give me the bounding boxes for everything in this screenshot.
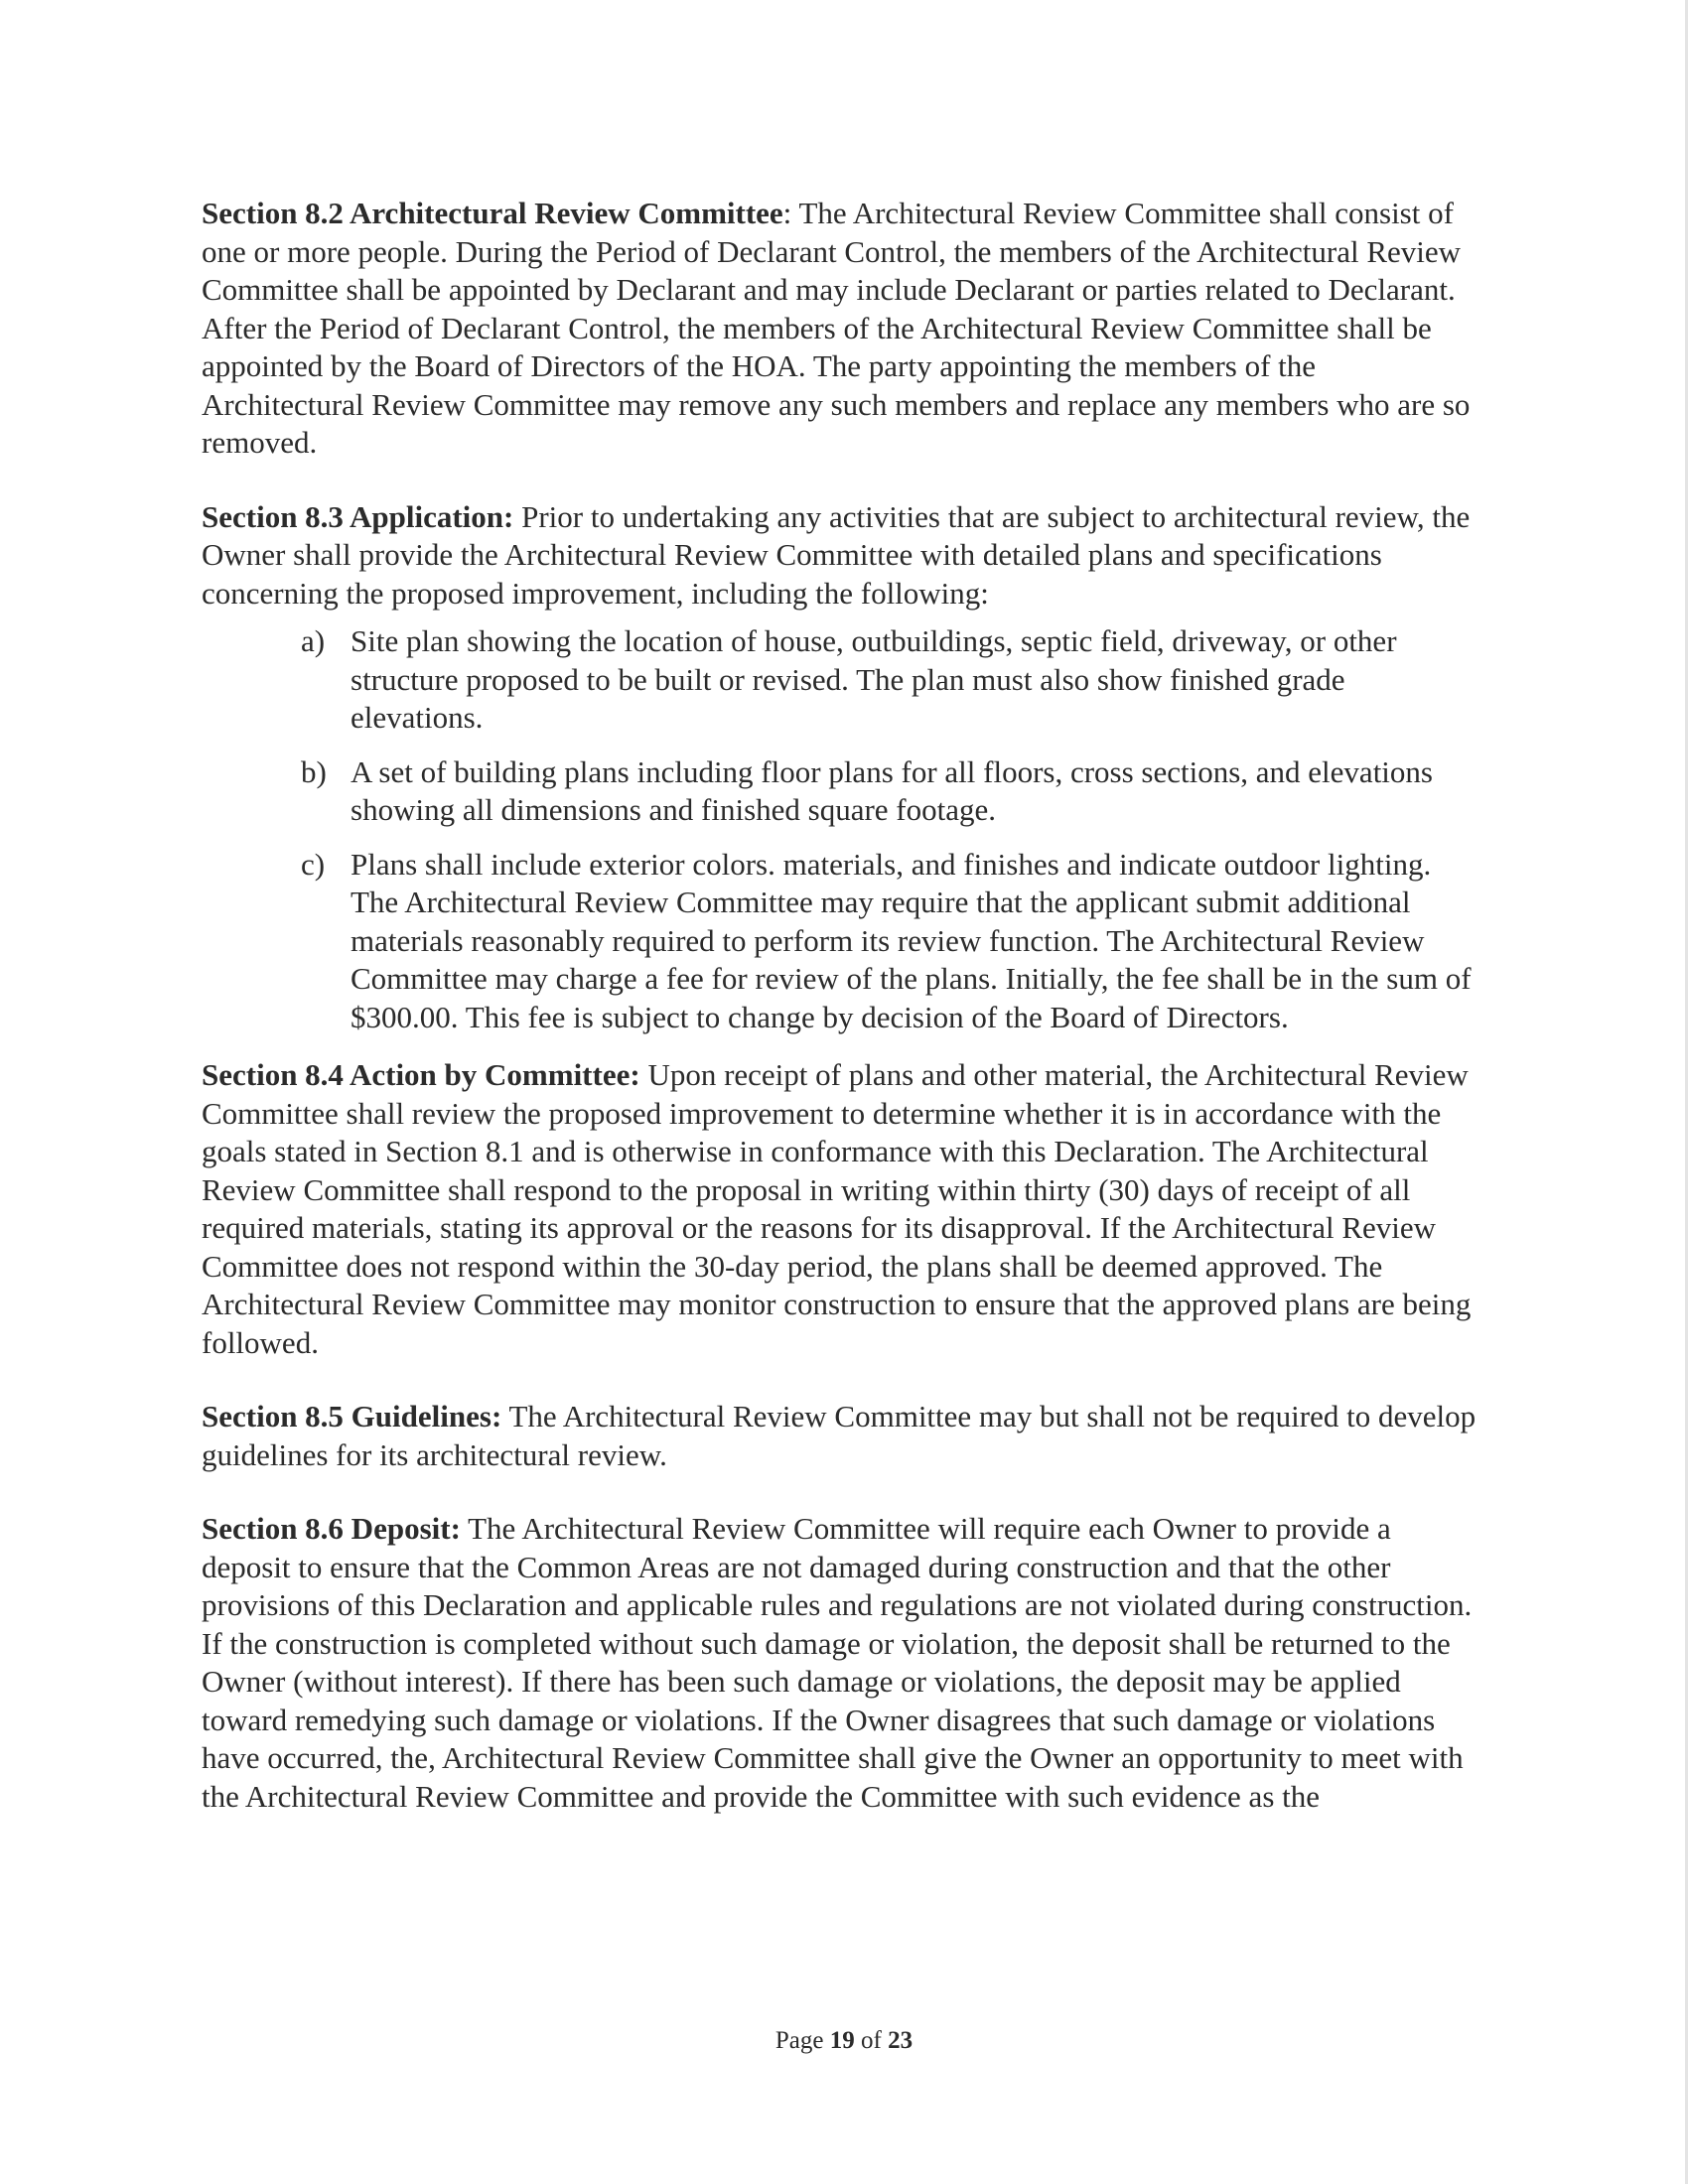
current-page-number: 19	[829, 2027, 855, 2054]
list-marker: c)	[301, 846, 326, 882]
section-text: The Architectural Review Committee will require each Owner to provide a deposit to ensure that the Common Areas are not damaged during construction and that the other provisions of this Declaration and applicable rules and regulations are not violated during construction. If the construction is completed without such damage or violation, the deposit shall be returned to the Owner (without interest). If there has been such damage or violations, the deposit may be applied toward remedying such damage or violations. If the Owner disagrees that such damage or violations have occurred, the, Architectural Review Committee shall give the Owner an opportunity to meet with the Architectural Review Committee and provide the Committee with such evidence as the	[202, 1511, 1473, 1814]
section-8-6	[202, 1510, 1482, 1816]
list-marker: a)	[301, 623, 326, 658]
section-8-5	[202, 1398, 1482, 1474]
application-requirements-list	[202, 622, 1482, 1036]
list-item	[202, 846, 1482, 1037]
section-8-2	[202, 195, 1482, 463]
section-8-4	[202, 1056, 1482, 1362]
section-text: Prior to undertaking any activities that are subject to architectural review, the Owner shall provide the Architectural Review Committee with detailed plans and specifications concerning the proposed improvement, including the following:	[202, 498, 1471, 611]
section-text: Upon receipt of plans and other material, the Architectural Review Committee shall review the proposed improvement to determine whether it is in accordance with the goals stated in Section 8.1 and is otherwise in conformance with this Declaration. The Architectural Review Committee shall respond to the proposal in writing within thirty (30) days of receipt of all required materials, stating its approval or the reasons for its disapproval. If the Architectural Review Committee does not respond within the 30-day period, the plans shall be deemed approved. The Architectural Review Committee may monitor construction to ensure that the approved plans are being followed.	[202, 1057, 1472, 1360]
section-heading: Section 8.4 Action by Committee:	[202, 1057, 640, 1092]
list-item-text: Site plan showing the location of house, outbuildings, septic field, driveway, or other structure proposed to be built or revised. The plan must also show finished grade elevations.	[351, 623, 1397, 735]
of-label: of	[861, 2027, 882, 2054]
section-heading: Section 8.5 Guidelines:	[202, 1399, 502, 1433]
heading-separator: :	[782, 196, 799, 230]
list-item-text: Plans shall include exterior colors. materials, and finishes and indicate outdoor lighting. The Architectural Review Committee may require that the applicant submit additional materials reasonably required to perform its review function. The Architectural Review Committee may charge a fee for review of the plans. Initially, the fee shall be in the sum of $300.00. This fee is subject to change by decision of the Board of Directors.	[351, 846, 1472, 1034]
section-heading: Section 8.3 Application:	[202, 498, 514, 534]
list-marker: b)	[301, 753, 327, 789]
document-body	[202, 195, 1482, 1851]
heading-separator	[513, 499, 521, 534]
section-heading: Section 8.2 Architectural Review Committee	[202, 196, 783, 230]
total-pages-number: 23	[888, 2027, 914, 2054]
page-footer	[0, 2027, 1688, 2055]
list-item	[202, 622, 1482, 738]
page-label: Page	[774, 2027, 824, 2054]
section-heading: Section 8.6 Deposit:	[202, 1511, 461, 1546]
list-item	[202, 753, 1482, 830]
section-8-3	[202, 498, 1482, 614]
section-text: The Architectural Review Committee shall consist of one or more people. During the Period of Declarant Control, the members of the Architectural Review Committee shall be appointed by Declarant and may include Declarant or parties related to Declarant. After the Period of Declarant Control, the members of the Architectural Review Committee shall be appointed by the Board of Directors of the HOA. The party appointing the members of the Architectural Review Committee may remove any such members and replace any members who are so removed.	[202, 196, 1471, 460]
list-item-text: A set of building plans including floor plans for all floors, cross sections, and elevations showing all dimensions and finished square footage.	[351, 753, 1433, 827]
section-text: The Architectural Review Committee may but shall not be required to develop guidelines for its architectural review.	[202, 1399, 1477, 1472]
